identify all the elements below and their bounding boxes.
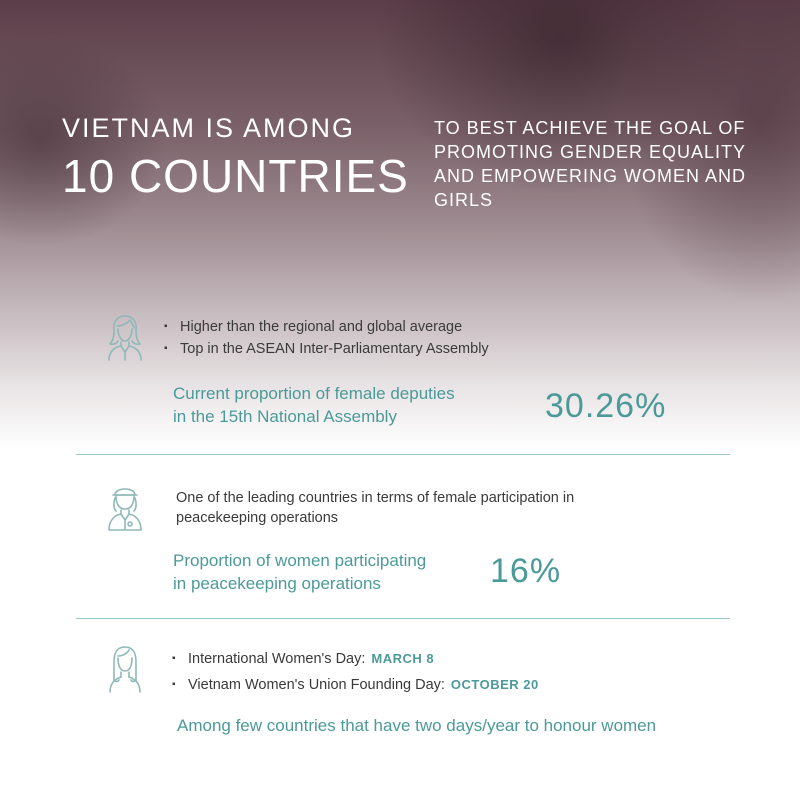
list-item — [172, 672, 539, 698]
section3-summary: Among few countries that have two days/year to honour women — [177, 716, 657, 735]
section1-label-line-2: in the 15th National Assembly — [173, 407, 397, 426]
soldier-woman-icon — [104, 482, 146, 532]
long-hair-woman-icon — [104, 644, 146, 694]
list-item: ▪ Top in the ASEAN Inter-Parliamentary Assembly — [164, 338, 489, 360]
divider — [76, 454, 730, 455]
section2-label-line-2: in peacekeeping operations — [173, 574, 381, 593]
hero-headline — [62, 112, 409, 204]
female-deputies-value: 30.26% — [545, 387, 667, 425]
list-item — [172, 646, 539, 672]
list-item: ▪ Higher than the regional and global average — [164, 316, 489, 338]
divider — [76, 618, 730, 619]
day-name: International Women's Day: — [188, 651, 366, 667]
hero-line-2: 10 COUNTRIES — [62, 150, 409, 202]
peacekeeping-value: 16% — [490, 552, 562, 590]
hero-goal: TO BEST ACHIEVE THE GOAL OF PROMOTING GENDER EQUALITY AND EMPOWERING WOMEN AND GIRLS — [434, 118, 747, 210]
hero-line-1: VIETNAM IS AMONG — [62, 113, 356, 143]
day-date: MARCH 8 — [371, 651, 435, 666]
section1-label-line-1: Current proportion of female deputies — [173, 384, 455, 403]
woman-icon — [104, 312, 146, 362]
section2-label — [173, 549, 426, 595]
day-date: OCTOBER 20 — [450, 677, 539, 692]
section3-days — [172, 646, 539, 698]
section1-bullets — [164, 316, 489, 360]
section2-label-line-1: Proportion of women participating — [173, 551, 427, 570]
section1-label — [173, 382, 455, 428]
section2-text: One of the leading countries in terms of female participation in peacekeeping operations — [176, 490, 575, 526]
day-name: Vietnam Women's Union Founding Day: — [188, 677, 445, 693]
